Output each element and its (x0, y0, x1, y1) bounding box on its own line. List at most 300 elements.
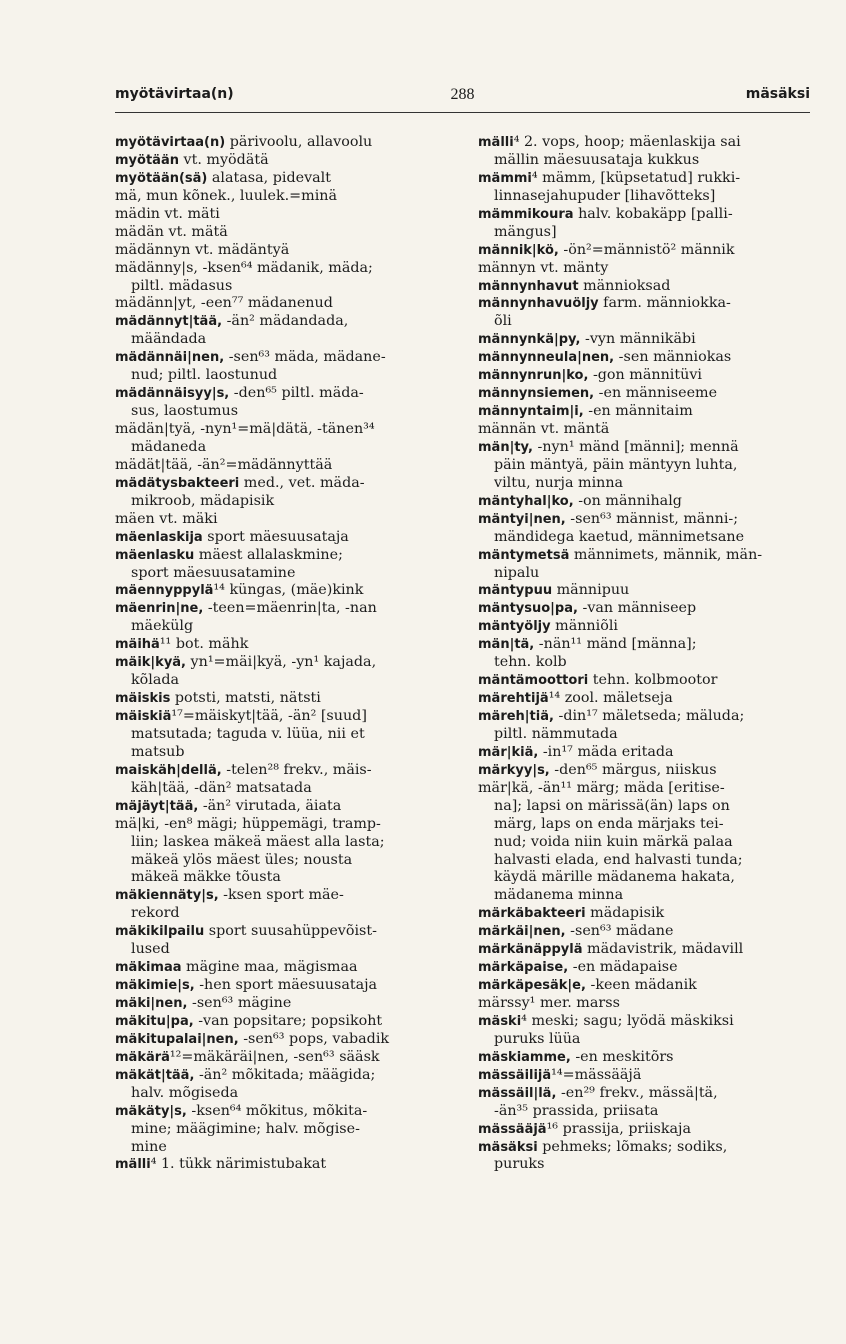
entry-text: mär|kä, -än¹¹ märg; mäda [eritise- (478, 779, 725, 796)
entry-line (478, 959, 811, 977)
entry-text: farm. männiokka- (598, 295, 731, 312)
entry-text: -sen männiokas (614, 349, 732, 366)
headword: mässääjä (478, 1121, 547, 1137)
entry-text: -keen mädanik (585, 977, 697, 994)
entry-text: mädänn|yt, -een⁷⁷ mädanenud (115, 295, 333, 312)
entry-line (115, 331, 420, 349)
entry-text: na]; lapsi on märissä(än) laps on (494, 797, 730, 814)
headword: mäski (478, 1013, 522, 1029)
entry-line (115, 923, 420, 941)
entry-text: ¹⁷=mäiskyt|tää, -än² [suud] (171, 708, 367, 724)
headword: mäskiamme, (478, 1049, 571, 1065)
entry-text: mägine maa, mägismaa (181, 959, 358, 976)
entry-line (478, 511, 811, 529)
entry-text: märg, laps on enda märjaks tei- (494, 815, 724, 832)
entry-text: liin; laskea mäkeä mäest alla lasta; (131, 833, 385, 850)
entry-text: -nän¹¹ mänd [männa]; (534, 636, 697, 653)
entry-text: ¹⁴=mässääjä (551, 1066, 642, 1083)
entry-line (478, 834, 811, 852)
entry-text: -vyn männikäbi (580, 331, 696, 348)
headword: mäik|kyä, (115, 655, 186, 671)
entry-text: -hen sport mäesuusataja (194, 977, 378, 994)
entry-line (115, 170, 420, 188)
entry-text: mädän|tyä, -nyn¹=mä|dätä, -tänen³⁴ (115, 421, 375, 437)
entry-line (115, 869, 420, 887)
headword: männik|kö, (478, 242, 559, 258)
entry-text: männiõli (550, 618, 618, 635)
headword: märkänäppylä (478, 942, 583, 958)
entry-line (115, 690, 420, 708)
headword: märkäpesäk|e, (478, 978, 586, 994)
entry-text: sport mäesuusataja (202, 528, 349, 545)
entry-line (478, 313, 811, 331)
entry-text: -sen⁶³ männist, männi-; (565, 510, 739, 527)
entry-text: -sen⁶³ pops, vabadik (238, 1030, 390, 1047)
headword: mädätysbakteeri (115, 475, 240, 491)
headword: mäiskis (115, 691, 171, 707)
entry-line (478, 977, 811, 995)
entry-text: nipalu (494, 564, 540, 581)
entry-line (478, 582, 811, 600)
entry-text: mäkeä mäkke tõusta (131, 869, 281, 886)
header-right-guideword: mäsäksi (745, 86, 810, 102)
entry-line (478, 905, 811, 923)
entry-text: -en mädapaise (568, 959, 678, 976)
entry-line (478, 869, 811, 887)
entry-text: -än³⁵ prassida, priisata (494, 1102, 659, 1119)
entry-line (115, 529, 420, 547)
entry-line (115, 887, 420, 905)
entry-text: -nyn¹ mänd [männi]; mennä (532, 438, 739, 455)
entry-text: mädaneda (131, 438, 207, 455)
entry-text: männän vt. mäntä (478, 421, 610, 437)
entry-text: med., vet. mäda- (239, 474, 365, 491)
entry-text: pehmeks; lõmaks; sodiks, (537, 1138, 728, 1155)
entry-line (115, 134, 420, 152)
entry-text: piltl. mädasus (131, 277, 233, 294)
entry-text: -en männiseeme (594, 385, 718, 402)
entry-line (115, 260, 420, 278)
entry-line (115, 349, 420, 367)
entry-text: ⁴ meski; sagu; lyödä mäskiksi (521, 1012, 734, 1029)
headword: mädännäi|nen, (115, 350, 225, 366)
entry-text: ¹⁴ zool. mäletseja (548, 690, 673, 707)
entry-line (478, 367, 811, 385)
entry-line (115, 1139, 420, 1157)
entry-line (478, 852, 811, 870)
entry-text: halv. kobakäpp [palli- (573, 205, 733, 222)
entry-line (478, 278, 811, 296)
entry-line (115, 798, 420, 816)
headword: mäki|nen, (115, 996, 188, 1011)
entry-line (115, 1085, 420, 1103)
headword: mässäil|lä, (478, 1085, 557, 1101)
entry-line (115, 439, 420, 457)
entry-text: halvasti elada, end halvasti tunda; (494, 851, 743, 868)
entry-line (478, 242, 811, 260)
entry-line (478, 385, 811, 403)
entry-line (478, 1103, 811, 1121)
entry-text: päin mäntyä, päin mäntyyn luhta, (494, 456, 738, 473)
headword: maiskäh|dellä, (115, 762, 222, 778)
entry-text: -sen⁶³ mäda, mädane- (224, 349, 386, 366)
entry-line (478, 134, 811, 152)
headword: mäntyhal|ko, (478, 493, 574, 509)
entry-text: mäen vt. mäki (115, 510, 218, 527)
entry-line (478, 1013, 811, 1031)
entry-text: yn¹=mäi|kyä, -yn¹ kajada, (186, 654, 377, 671)
entry-text: ⁴ 2. vops, hoop; mäenlaskija sai (513, 134, 741, 150)
headword: mämmikoura (478, 206, 574, 222)
headword: männynneula|nen, (478, 350, 615, 366)
entry-line (478, 529, 811, 547)
entry-text: nud; voida niin kuin märkä palaa (494, 833, 733, 850)
entry-line (478, 923, 811, 941)
entry-line (478, 439, 811, 457)
entry-line (478, 421, 811, 439)
headword: mälli (478, 135, 514, 150)
entry-line (478, 1139, 811, 1157)
headword: märkyy|s, (478, 762, 550, 778)
entry-line (478, 152, 811, 170)
headword: mäntypuu (478, 583, 553, 599)
entry-line (478, 349, 811, 367)
entry-line (115, 1156, 420, 1174)
headword: männynsiemen, (478, 386, 595, 402)
entry-line (115, 475, 420, 493)
entry-text: matsub (131, 743, 185, 760)
entry-line (115, 762, 420, 780)
entry-line (115, 547, 420, 565)
entry-text: tehn. kolbmootor (588, 672, 718, 689)
entry-text: mine (131, 1138, 167, 1155)
entry-text: -telen²⁸ frekv., mäis- (221, 761, 372, 778)
entry-text: mä, mun kõnek., luulek.=minä (115, 187, 337, 204)
headword: mäkiennäty|s, (115, 888, 219, 904)
entry-text: ¹⁶ prassija, priiskaja (546, 1120, 691, 1137)
headword: märkäpaise, (478, 960, 569, 976)
entry-text: mädännyn vt. mädäntyä (115, 241, 290, 258)
entry-line (115, 385, 420, 403)
entry-text: mäkeä ylös mäest üles; nousta (131, 851, 353, 868)
entry-text: mädin vt. mäti (115, 205, 220, 222)
entry-line (115, 834, 420, 852)
headword: mäihä (115, 637, 160, 653)
entry-line (115, 995, 420, 1013)
entry-text: käydä märille mädanema hakata, (494, 869, 735, 886)
entry-line (478, 475, 811, 493)
headword: mämmi (478, 170, 532, 186)
headword: mäenlaskija (115, 529, 203, 545)
header-left-guideword: myötävirtaa(n) (115, 86, 234, 102)
entry-text: -sen⁶³ mädane (565, 923, 674, 940)
headword: mäjäyt|tää, (115, 798, 199, 814)
entry-line (115, 313, 420, 331)
entry-line (478, 224, 811, 242)
headword: män|ty, (478, 439, 533, 455)
headword: mäennyppylä (115, 583, 214, 599)
entry-line (478, 798, 811, 816)
right-column (478, 134, 811, 1174)
entry-text: -en meskitõrs (570, 1048, 674, 1065)
entry-text: männimets, männik, män- (569, 546, 763, 563)
entry-text: -gon männitüvi (588, 367, 702, 384)
headword: mäkäty|s, (115, 1103, 187, 1119)
entry-text: männipuu (552, 582, 630, 599)
header-rule (115, 112, 810, 113)
entry-line (115, 959, 420, 977)
headword: mäkimaa (115, 960, 182, 976)
entry-text: mäekülg (131, 618, 194, 635)
headword: mäntymetsä (478, 547, 570, 563)
entry-text: potsti, matsti, nätsti (170, 690, 321, 707)
entry-line (478, 672, 811, 690)
entry-text: mändidega kaetud, männimetsane (494, 528, 745, 545)
entry-text: -den⁶⁵ märgus, niiskus (549, 761, 717, 778)
entry-text: mädän vt. mätä (115, 223, 228, 240)
entry-line (478, 1121, 811, 1139)
entry-text: -den⁶⁵ piltl. mäda- (229, 385, 364, 402)
entry-text: piltl. nämmutada (494, 725, 618, 742)
headword: mäkärä (115, 1049, 170, 1065)
entry-text: vt. myödätä (178, 151, 269, 168)
entry-text: mädavistrik, mädavill (582, 941, 744, 958)
entry-line (115, 206, 420, 224)
entry-line (115, 654, 420, 672)
entry-line (115, 242, 420, 260)
entry-text: -än² mõkitada; määgida; (194, 1066, 376, 1083)
entry-line (478, 780, 811, 798)
entry-line (478, 547, 811, 565)
entry-text: mä|ki, -en⁸ mägi; hüppemägi, tramp- (115, 815, 381, 832)
entry-line (115, 618, 420, 636)
entry-text: mikroob, mädapisik (131, 492, 275, 509)
entry-line (478, 887, 811, 905)
entry-text: matsutada; taguda v. lüüa, nii et (131, 725, 365, 742)
entry-line (115, 744, 420, 762)
entry-line (478, 188, 811, 206)
entry-text: -än² virutada, äiata (198, 797, 342, 814)
entry-line (478, 295, 811, 313)
headword: mäsäksi (478, 1139, 538, 1155)
headword: mäntyi|nen, (478, 511, 566, 527)
page-number: 288 (450, 86, 475, 103)
entry-text: sport suusahüppevõist- (204, 923, 377, 940)
entry-text: -ön²=männistö² männik (558, 241, 735, 258)
entry-text: ¹¹ bot. mähk (159, 636, 249, 653)
entry-line (115, 403, 420, 421)
headword: mädännäisyy|s, (115, 386, 230, 402)
running-header (115, 86, 810, 108)
headword: männynrun|ko, (478, 368, 589, 384)
left-column (115, 134, 420, 1174)
entry-line (115, 852, 420, 870)
entry-text: alatasa, pidevalt (207, 169, 331, 186)
headword: myötään (115, 152, 179, 168)
headword: männyntaim|i, (478, 404, 584, 420)
entry-line (478, 1049, 811, 1067)
entry-line (115, 1031, 420, 1049)
entry-text: määndada (131, 331, 207, 348)
entry-text: mängus] (494, 223, 557, 240)
headword: män|tä, (478, 637, 535, 653)
entry-line (478, 565, 811, 583)
entry-line (478, 654, 811, 672)
entry-line (478, 708, 811, 726)
entry-text: õli (494, 313, 512, 330)
headword: mäkikilpailu (115, 924, 205, 940)
headword: mäntyöljy (478, 619, 551, 635)
entry-line (478, 762, 811, 780)
entry-text: kõlada (131, 672, 180, 689)
entry-text: -teen=mäenrin|ta, -nan (203, 600, 377, 617)
entry-text: ¹²=mäkäräi|nen, -sen⁶³ sääsk (169, 1048, 380, 1065)
entry-text: ⁴ 1. tükk närimistubakat (150, 1156, 327, 1173)
entry-line (478, 493, 811, 511)
entry-line (478, 744, 811, 762)
entry-line (115, 493, 420, 511)
entry-line (115, 977, 420, 995)
entry-line (115, 152, 420, 170)
entry-line (478, 690, 811, 708)
headword: mäkimie|s, (115, 978, 195, 994)
entry-text: ¹⁴ küngas, (mäe)kink (213, 582, 364, 599)
headword: mäntysuo|pa, (478, 601, 578, 617)
entry-line (115, 726, 420, 744)
entry-line (115, 905, 420, 923)
entry-text: puruks (494, 1156, 545, 1173)
entry-line (478, 457, 811, 475)
headword: mädännyt|tää, (115, 314, 223, 330)
entry-text: mäest allalaskmine; (194, 546, 343, 563)
headword: märkäi|nen, (478, 924, 566, 940)
entry-line (115, 565, 420, 583)
entry-text: mädapisik (585, 905, 665, 922)
entry-line (478, 1085, 811, 1103)
headword: männynhavut (478, 278, 579, 294)
entry-line (115, 780, 420, 798)
entry-text: puruks lüüa (494, 1030, 581, 1047)
entry-line (115, 367, 420, 385)
entry-line (115, 421, 420, 439)
entry-text: pärivoolu, allavoolu (225, 134, 373, 150)
entry-line (478, 941, 811, 959)
headword: männynkä|py, (478, 332, 581, 348)
entry-line (115, 457, 420, 475)
entry-line (478, 331, 811, 349)
entry-text: -in¹⁷ mäda eritada (538, 743, 674, 760)
entry-line (478, 1156, 811, 1174)
entry-text: tehn. kolb (494, 654, 567, 671)
headword: mäenrin|ne, (115, 601, 204, 617)
headword: märeh|tiä, (478, 709, 554, 724)
entry-text: nud; piltl. laostunud (131, 367, 278, 384)
entry-text: märssy¹ mer. marss (478, 995, 620, 1011)
headword: mäntämoottori (478, 673, 589, 689)
headword: märkäbakteeri (478, 906, 586, 922)
headword: mär|kiä, (478, 744, 539, 760)
entry-text: linnasejahupuder [lihavõtteks] (494, 187, 716, 204)
entry-text: -en²⁹ frekv., mässä|tä, (556, 1084, 718, 1101)
entry-text: -van männiseep (577, 600, 697, 617)
entry-line (478, 403, 811, 421)
headword: myötään(sä) (115, 170, 208, 186)
entry-text: mine; määgimine; halv. mõgise- (131, 1120, 360, 1137)
entry-text: -on männihalg (573, 492, 682, 509)
entry-text: rekord (131, 905, 180, 922)
entry-line (115, 188, 420, 206)
entry-text: männioksad (578, 277, 671, 294)
entry-line (115, 636, 420, 654)
entry-text: -än² mädandada, (222, 313, 349, 330)
headword: myötävirtaa(n) (115, 135, 226, 150)
entry-text: mädät|tää, -än²=mädännyttää (115, 456, 333, 473)
entry-line (115, 672, 420, 690)
entry-text: mädänny|s, -ksen⁶⁴ mädanik, mäda; (115, 259, 373, 276)
entry-line (478, 260, 811, 278)
entry-line (115, 1103, 420, 1121)
entry-line (478, 995, 811, 1013)
entry-text: mädanema minna (494, 887, 624, 904)
entry-text: käh|tää, -dän² matsatada (131, 779, 312, 796)
headword: mäenlasku (115, 547, 195, 563)
entry-line (115, 1067, 420, 1085)
headword: mäkät|tää, (115, 1067, 195, 1083)
entry-line (478, 206, 811, 224)
entry-line (478, 1031, 811, 1049)
entry-text: -din¹⁷ mäletseda; mäluda; (553, 708, 745, 724)
entry-line (115, 1121, 420, 1139)
headword: mäiskiä (115, 709, 172, 724)
headword: mäkitupalai|nen, (115, 1031, 239, 1047)
entry-text: männyn vt. mänty (478, 259, 609, 276)
entry-line (115, 278, 420, 296)
entry-text: mällin mäesuusataja kukkus (494, 151, 700, 168)
entry-text: -van popsitare; popsikoht (193, 1012, 383, 1029)
entry-line (478, 600, 811, 618)
entry-text: -sen⁶³ mägine (187, 995, 292, 1011)
entry-line (115, 1049, 420, 1067)
entry-line (115, 511, 420, 529)
entry-line (115, 582, 420, 600)
entry-line (115, 295, 420, 313)
entry-line (478, 170, 811, 188)
entry-text: sport mäesuusatamine (131, 564, 296, 581)
entry-line (115, 1013, 420, 1031)
entry-text: viltu, nurja minna (494, 474, 624, 491)
entry-text: -ksen⁶⁴ mõkitus, mõkita- (186, 1102, 368, 1119)
entry-text: halv. mõgiseda (131, 1084, 239, 1101)
headword: märehtijä (478, 691, 549, 707)
headword: mälli (115, 1157, 151, 1173)
entry-text: -en männitaim (583, 403, 693, 420)
entry-line (478, 726, 811, 744)
entry-line (478, 636, 811, 654)
entry-line (478, 618, 811, 636)
entry-line (115, 816, 420, 834)
entry-line (478, 1067, 811, 1085)
headword: mässäilijä (478, 1067, 552, 1083)
headword: mäkitu|pa, (115, 1013, 194, 1029)
entry-text: sus, laostumus (131, 403, 239, 420)
entry-line (115, 600, 420, 618)
entry-line (115, 224, 420, 242)
entry-text: lused (131, 941, 170, 958)
entry-text: -ksen sport mäe- (218, 887, 344, 904)
headword: männynhavuöljy (478, 296, 599, 312)
entry-text: ⁴ mämm, [küpsetatud] rukki- (531, 169, 741, 186)
entry-line (115, 708, 420, 726)
